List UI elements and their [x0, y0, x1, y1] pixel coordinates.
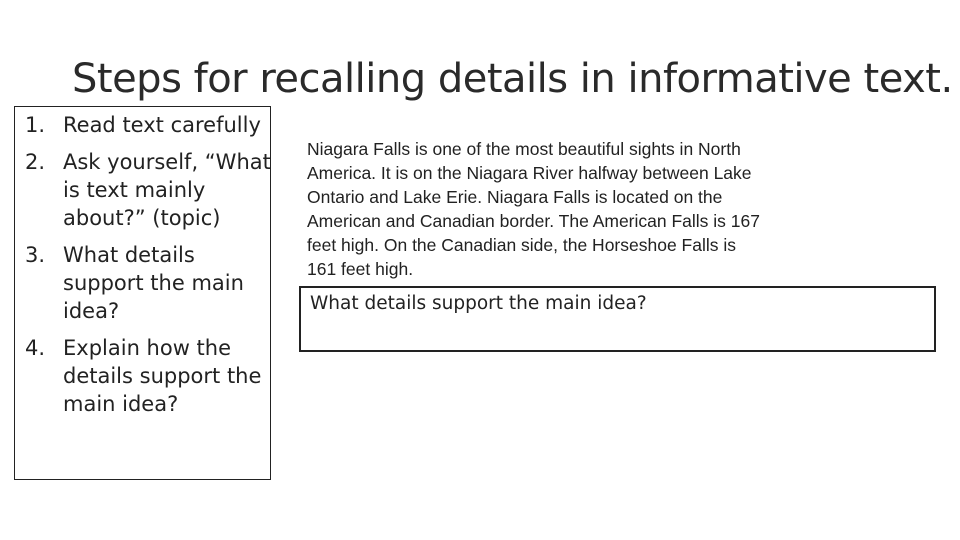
step-number: 2. — [25, 150, 46, 174]
step-text: Explain how the details support the main idea? — [63, 336, 262, 416]
step-number: 4. — [25, 336, 46, 360]
step-item — [25, 111, 275, 139]
step-text: Read text carefully — [63, 113, 261, 137]
answer-prompt: What details support the main idea? — [310, 293, 647, 314]
slide-title: Steps for recalling details in informative text. — [72, 56, 953, 102]
step-number: 3. — [25, 243, 46, 267]
passage-text: Niagara Falls is one of the most beautiful sights in North America. It is on the Niagara River halfway between Lake Ontario and Lake Erie. Niagara Falls is located on the American and Canadian border. The American Falls is 167 feet high. On the Canadian side, the Horseshoe Falls is 161 feet high. — [307, 139, 760, 279]
steps-list — [25, 111, 275, 427]
answer-box[interactable] — [299, 286, 936, 352]
step-item — [25, 148, 275, 232]
step-number: 1. — [25, 113, 46, 137]
step-text: Ask yourself, “What is text mainly about?” (topic) — [63, 150, 271, 230]
step-item — [25, 334, 275, 418]
step-item — [25, 241, 275, 325]
step-text: What details support the main idea? — [63, 243, 244, 323]
steps-box — [14, 106, 271, 480]
